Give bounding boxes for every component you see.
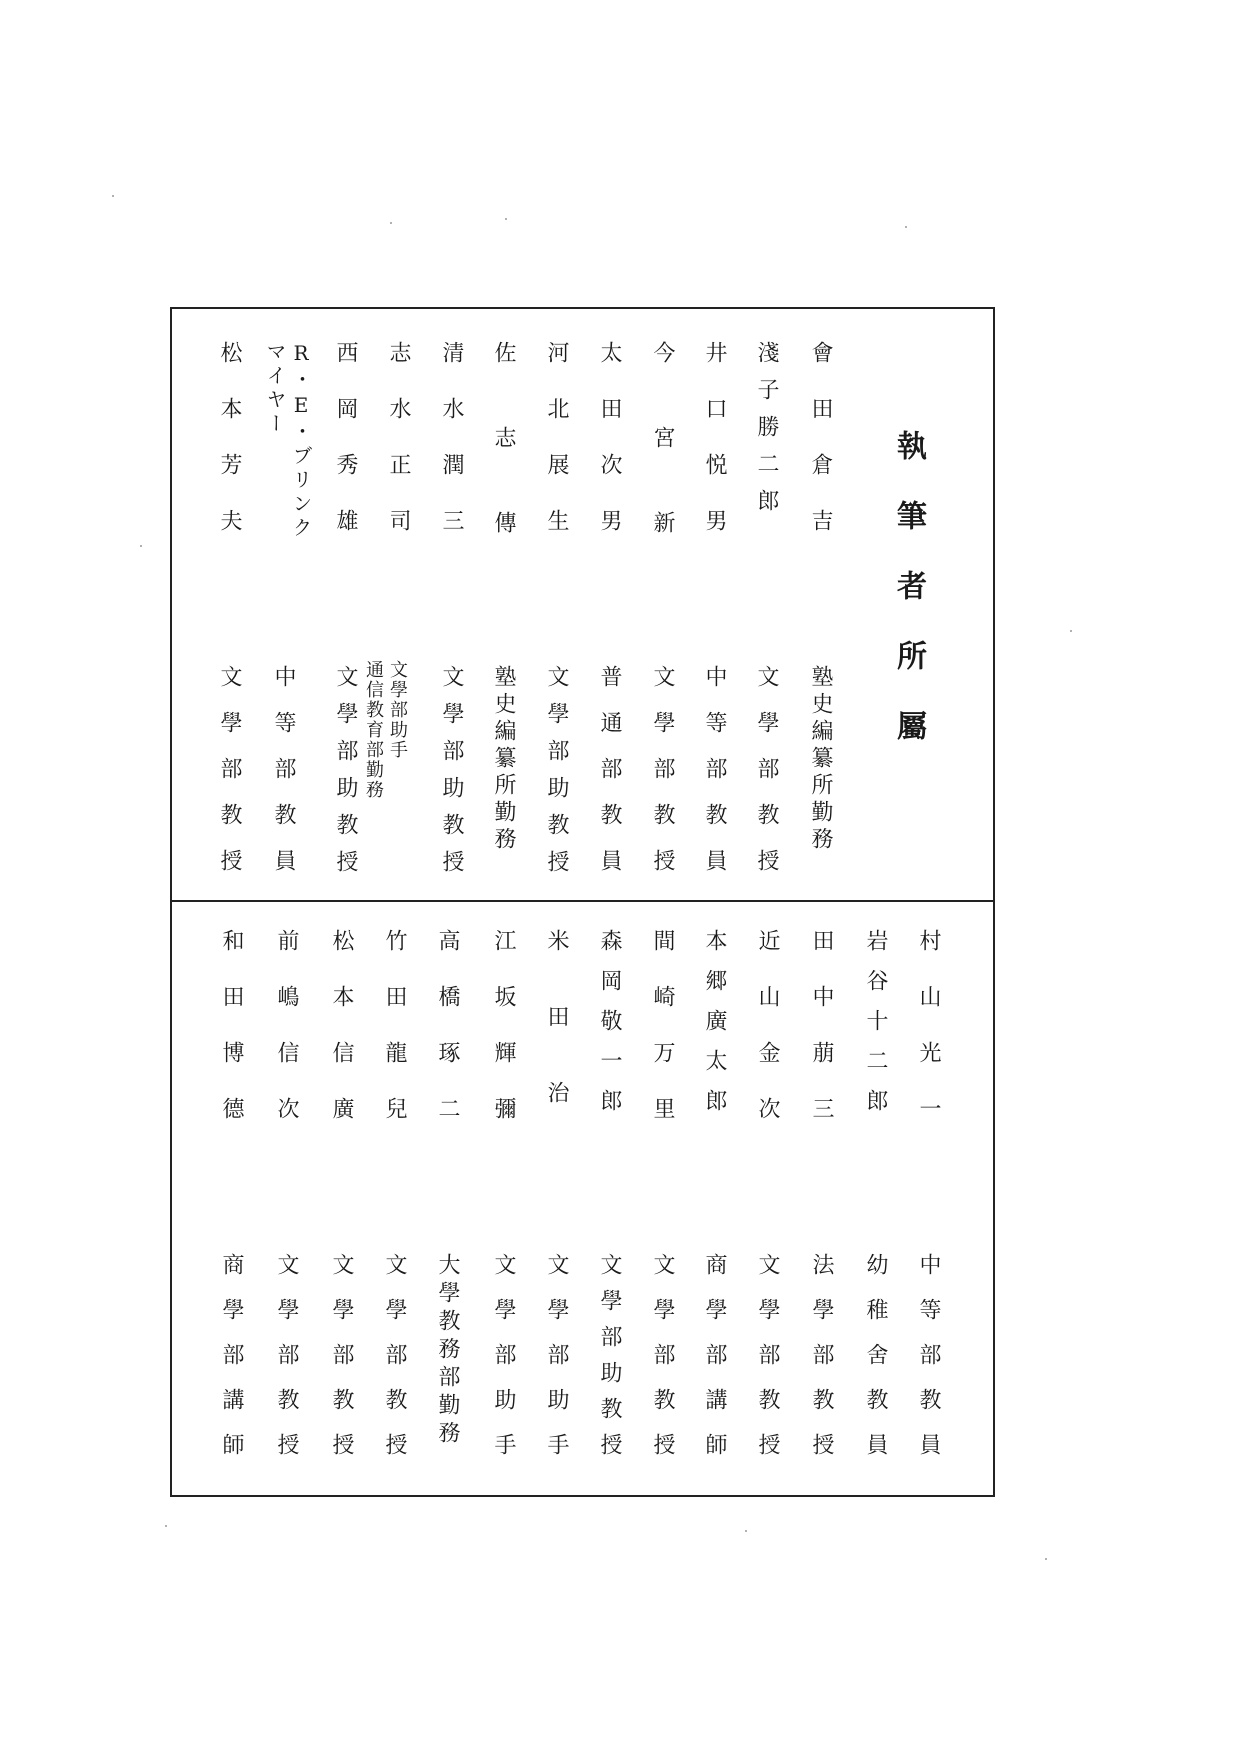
author-name: 米田治	[544, 929, 569, 1157]
author-name: 高橋琢二	[435, 929, 460, 1153]
author-affiliation-line: 通信教育部勤務	[363, 660, 384, 800]
author-name: 淺子勝二郎	[754, 341, 779, 526]
author-affiliation: 中等部教員	[702, 665, 727, 895]
author-affiliation: 文學部教授	[274, 1253, 299, 1478]
author-name-two-line	[265, 341, 311, 541]
author-affiliation: 法學部教授	[809, 1253, 834, 1478]
author-affiliation: 普通部教員	[597, 665, 622, 895]
author-name: 河北展生	[544, 341, 569, 565]
author-affiliation: 文學部助教授	[597, 1253, 622, 1469]
author-name: 西岡秀雄	[333, 341, 358, 565]
author-name: 前嶋信次	[274, 929, 299, 1153]
author-name: 間崎万里	[650, 929, 675, 1153]
scan-speck	[905, 226, 907, 228]
author-affiliation: 大學教務部勤務	[435, 1253, 460, 1449]
author-affiliation: 文學部教授	[754, 665, 779, 895]
author-affiliation: 文學部教授	[217, 665, 242, 895]
author-affiliation: 文學部助手	[544, 1253, 569, 1478]
author-name: 江坂輝彌	[491, 929, 516, 1153]
scan-speck	[165, 1525, 167, 1527]
author-affiliation: 文學部教授	[755, 1253, 780, 1478]
author-name: 會田倉吉	[808, 341, 833, 565]
author-affiliation: 文學部教授	[650, 665, 675, 895]
author-name: 本郷廣太郎	[702, 929, 727, 1129]
author-affiliation: 文學部教授	[329, 1253, 354, 1478]
author-name: 森岡敬一郎	[597, 929, 622, 1129]
author-affiliation: 塾史編纂所勤務	[491, 665, 516, 854]
scan-speck	[1045, 1558, 1047, 1560]
author-name: 志水正司	[386, 341, 411, 565]
author-name-line: R・E・ブリンク	[289, 341, 313, 541]
author-affiliation: 文學部教授	[650, 1253, 675, 1478]
author-affiliation: 商學部講師	[702, 1253, 727, 1478]
author-name: 岩谷十二郎	[863, 929, 888, 1129]
scan-speck	[505, 218, 507, 220]
author-name: 太田次男	[597, 341, 622, 565]
author-affiliation: 幼稚舍教員	[863, 1253, 888, 1478]
author-name: 佐志傳	[491, 341, 516, 596]
author-affiliation-two-line	[364, 660, 406, 800]
author-name: 竹田龍兒	[382, 929, 407, 1153]
author-name: 井口悦男	[702, 341, 727, 565]
author-affiliation: 中等部教員	[271, 665, 296, 895]
author-name: 近山金次	[755, 929, 780, 1153]
author-affiliation-line: 文學部助手	[387, 660, 408, 760]
author-name: 清水潤三	[439, 341, 464, 565]
author-name: 村山光一	[916, 929, 941, 1153]
author-affiliation: 文學部教授	[382, 1253, 407, 1478]
author-name: 今宮新	[650, 341, 675, 596]
author-name: 和田博德	[219, 929, 244, 1153]
scan-speck	[1070, 630, 1072, 632]
author-affiliation: 塾史編纂所勤務	[808, 665, 833, 854]
author-name-line: マイヤー	[263, 341, 287, 437]
author-affiliation: 文學部助教授	[544, 665, 569, 887]
page-title: 執筆者所屬	[891, 430, 926, 780]
author-affiliation: 商學部講師	[219, 1253, 244, 1478]
scan-speck	[112, 195, 114, 197]
scan-speck	[745, 1530, 747, 1532]
scan-speck	[390, 222, 392, 224]
author-affiliation: 文學部助手	[491, 1253, 516, 1478]
author-affiliation: 中等部教員	[916, 1253, 941, 1478]
author-name: 松本芳夫	[217, 341, 242, 565]
author-name: 松本信廣	[329, 929, 354, 1153]
author-affiliation: 文學部助教授	[439, 665, 464, 887]
section-divider	[170, 900, 995, 902]
author-affiliation: 文學部助教授	[333, 665, 358, 887]
author-name: 田中萠三	[809, 929, 834, 1153]
scan-speck	[140, 545, 142, 547]
